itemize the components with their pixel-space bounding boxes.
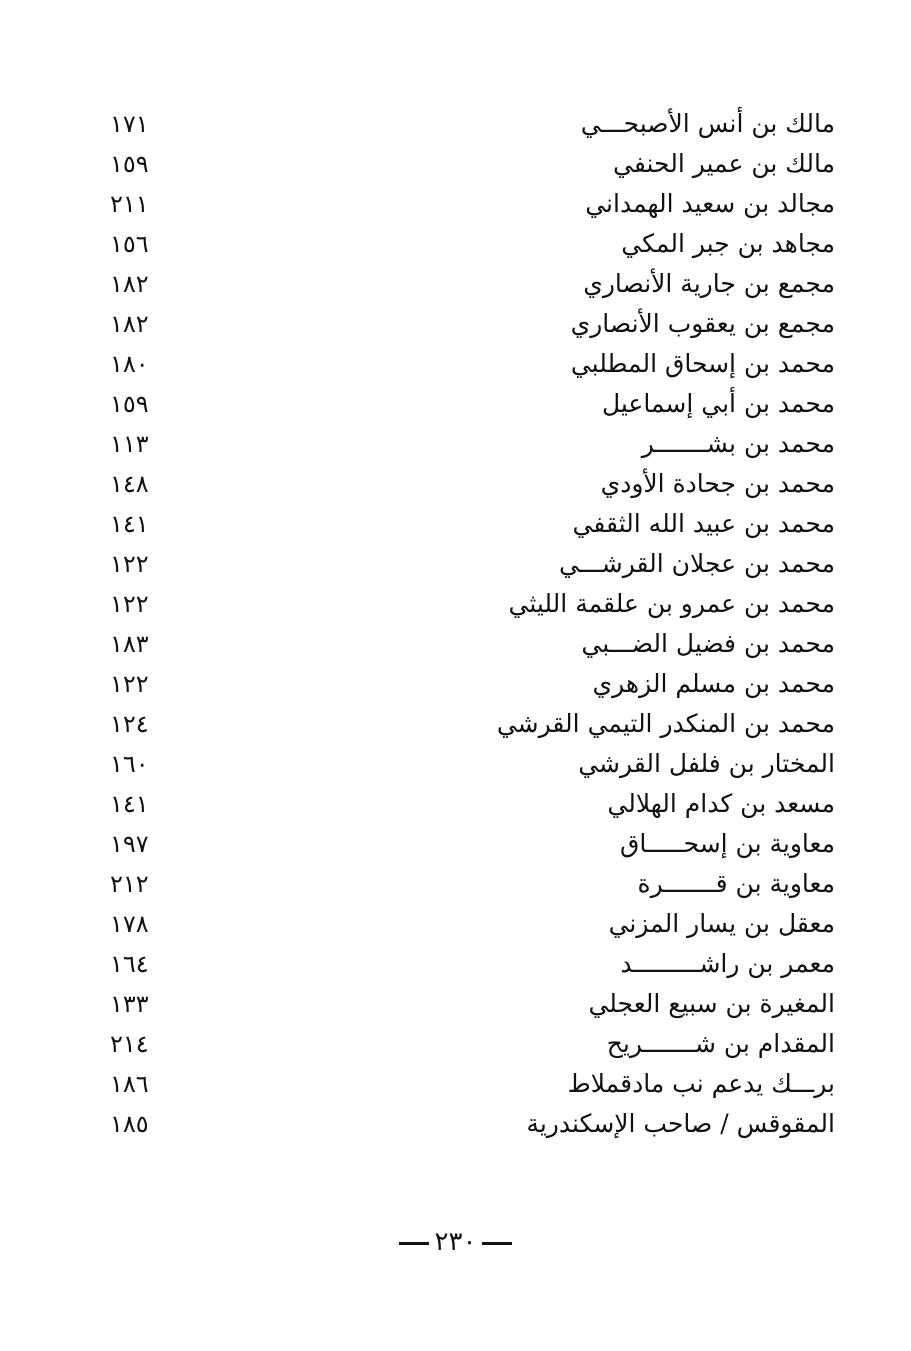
- entry-name: مالك بن أنس الأصبحـــي: [580, 109, 835, 138]
- index-entry: [110, 984, 835, 1024]
- entry-name: مجمع بن يعقوب الأنصاري: [570, 309, 835, 338]
- footer-page-number: ٢٣٠: [434, 1227, 477, 1257]
- entry-page-number: ١٤١: [110, 510, 149, 538]
- entry-name: محمد بن بشـــــــر: [641, 429, 835, 458]
- entry-name: محمد بن عجلان القرشـــي: [558, 549, 835, 578]
- entry-page-number: ١٩٧: [110, 830, 149, 858]
- entry-page-number: ٢١٢: [110, 870, 149, 898]
- entry-page-number: ١٢٢: [110, 670, 149, 698]
- entry-name: محمد بن إسحاق المطلبي: [570, 349, 835, 378]
- index-entry: [110, 224, 835, 264]
- entry-page-number: ١٧٨: [110, 910, 149, 938]
- entry-name: مجاهد بن جبر المكي: [621, 229, 835, 258]
- index-entry: [110, 1064, 835, 1104]
- index-entry: [110, 624, 835, 664]
- entry-name: المختار بن فلفل القرشي: [578, 749, 835, 778]
- footer-dash-left: [399, 1242, 429, 1245]
- index-entry: [110, 744, 835, 784]
- page-footer: [0, 1225, 911, 1259]
- entry-name: محمد بن جحادة الأودي: [600, 469, 835, 498]
- entry-name: المقدام بن شـــــــريح: [606, 1029, 835, 1058]
- index-entry: [110, 344, 835, 384]
- entry-name: معاوية بن إسحـــــاق: [619, 829, 835, 858]
- entry-name: مجالد بن سعيد الهمداني: [585, 189, 835, 218]
- index-entry: [110, 144, 835, 184]
- entry-page-number: ١٢٤: [110, 710, 149, 738]
- footer-dash-right: [482, 1242, 512, 1245]
- index-entry: [110, 544, 835, 584]
- entry-page-number: ١٨٢: [110, 310, 149, 338]
- name-index-list: [110, 104, 835, 1144]
- entry-page-number: ١٧١: [110, 110, 149, 138]
- index-entry: [110, 104, 835, 144]
- index-entry: [110, 464, 835, 504]
- index-entry: [110, 304, 835, 344]
- entry-name: برـــك يدعم نب مادقملاط: [567, 1069, 835, 1098]
- entry-name: معاوية بن قـــــــرة: [637, 869, 835, 898]
- entry-page-number: ١٦٤: [110, 950, 149, 978]
- entry-page-number: ١٨٣: [110, 630, 149, 658]
- index-entry: [110, 704, 835, 744]
- index-entry: [110, 904, 835, 944]
- entry-page-number: ١٥٩: [110, 150, 149, 178]
- entry-name: مسعد بن كدام الهلالي: [607, 789, 835, 818]
- entry-name: محمد بن عمرو بن علقمة الليثي: [508, 589, 835, 618]
- entry-name: مالك بن عمير الحنفي: [613, 149, 835, 178]
- entry-name: محمد بن مسلم الزهري: [592, 669, 835, 698]
- entry-name: المقوقس / صاحب الإسكندرية: [526, 1109, 835, 1138]
- entry-name: معمر بن راشـــــــــد: [620, 949, 835, 978]
- entry-page-number: ١٢٢: [110, 590, 149, 618]
- entry-page-number: ١٥٩: [110, 390, 149, 418]
- entry-name: محمد بن فضيل الضـــبي: [581, 629, 835, 658]
- index-entry: [110, 424, 835, 464]
- entry-name: المغيرة بن سبيع العجلي: [588, 989, 835, 1018]
- index-entry: [110, 504, 835, 544]
- entry-page-number: ١٤٨: [110, 470, 149, 498]
- entry-page-number: ١٨٢: [110, 270, 149, 298]
- entry-page-number: ١٣٣: [110, 990, 149, 1018]
- entry-page-number: ١٨٠: [110, 350, 149, 378]
- index-entry: [110, 1024, 835, 1064]
- entry-page-number: ٢١١: [110, 190, 149, 218]
- entry-page-number: ١٢٢: [110, 550, 149, 578]
- entry-page-number: ١٨٦: [110, 1070, 149, 1098]
- index-entry: [110, 384, 835, 424]
- index-entry: [110, 584, 835, 624]
- index-entry: [110, 864, 835, 904]
- entry-page-number: ١٨٥: [110, 1110, 149, 1138]
- index-entry: [110, 784, 835, 824]
- index-entry: [110, 664, 835, 704]
- index-entry: [110, 264, 835, 304]
- entry-name: محمد بن أبي إسماعيل: [601, 389, 835, 418]
- entry-page-number: ١١٣: [110, 430, 149, 458]
- index-entry: [110, 1104, 835, 1144]
- entry-name: مجمع بن جارية الأنصاري: [583, 269, 835, 298]
- index-entry: [110, 184, 835, 224]
- index-entry: [110, 944, 835, 984]
- entry-name: معقل بن يسار المزني: [608, 909, 835, 938]
- entry-page-number: ١٥٦: [110, 230, 149, 258]
- entry-name: محمد بن المنكدر التيمي القرشي: [496, 709, 835, 738]
- entry-page-number: ٢١٤: [110, 1030, 149, 1058]
- entry-name: محمد بن عبيد الله الثقفي: [572, 509, 835, 538]
- entry-page-number: ١٤١: [110, 790, 149, 818]
- index-entry: [110, 824, 835, 864]
- entry-page-number: ١٦٠: [110, 750, 149, 778]
